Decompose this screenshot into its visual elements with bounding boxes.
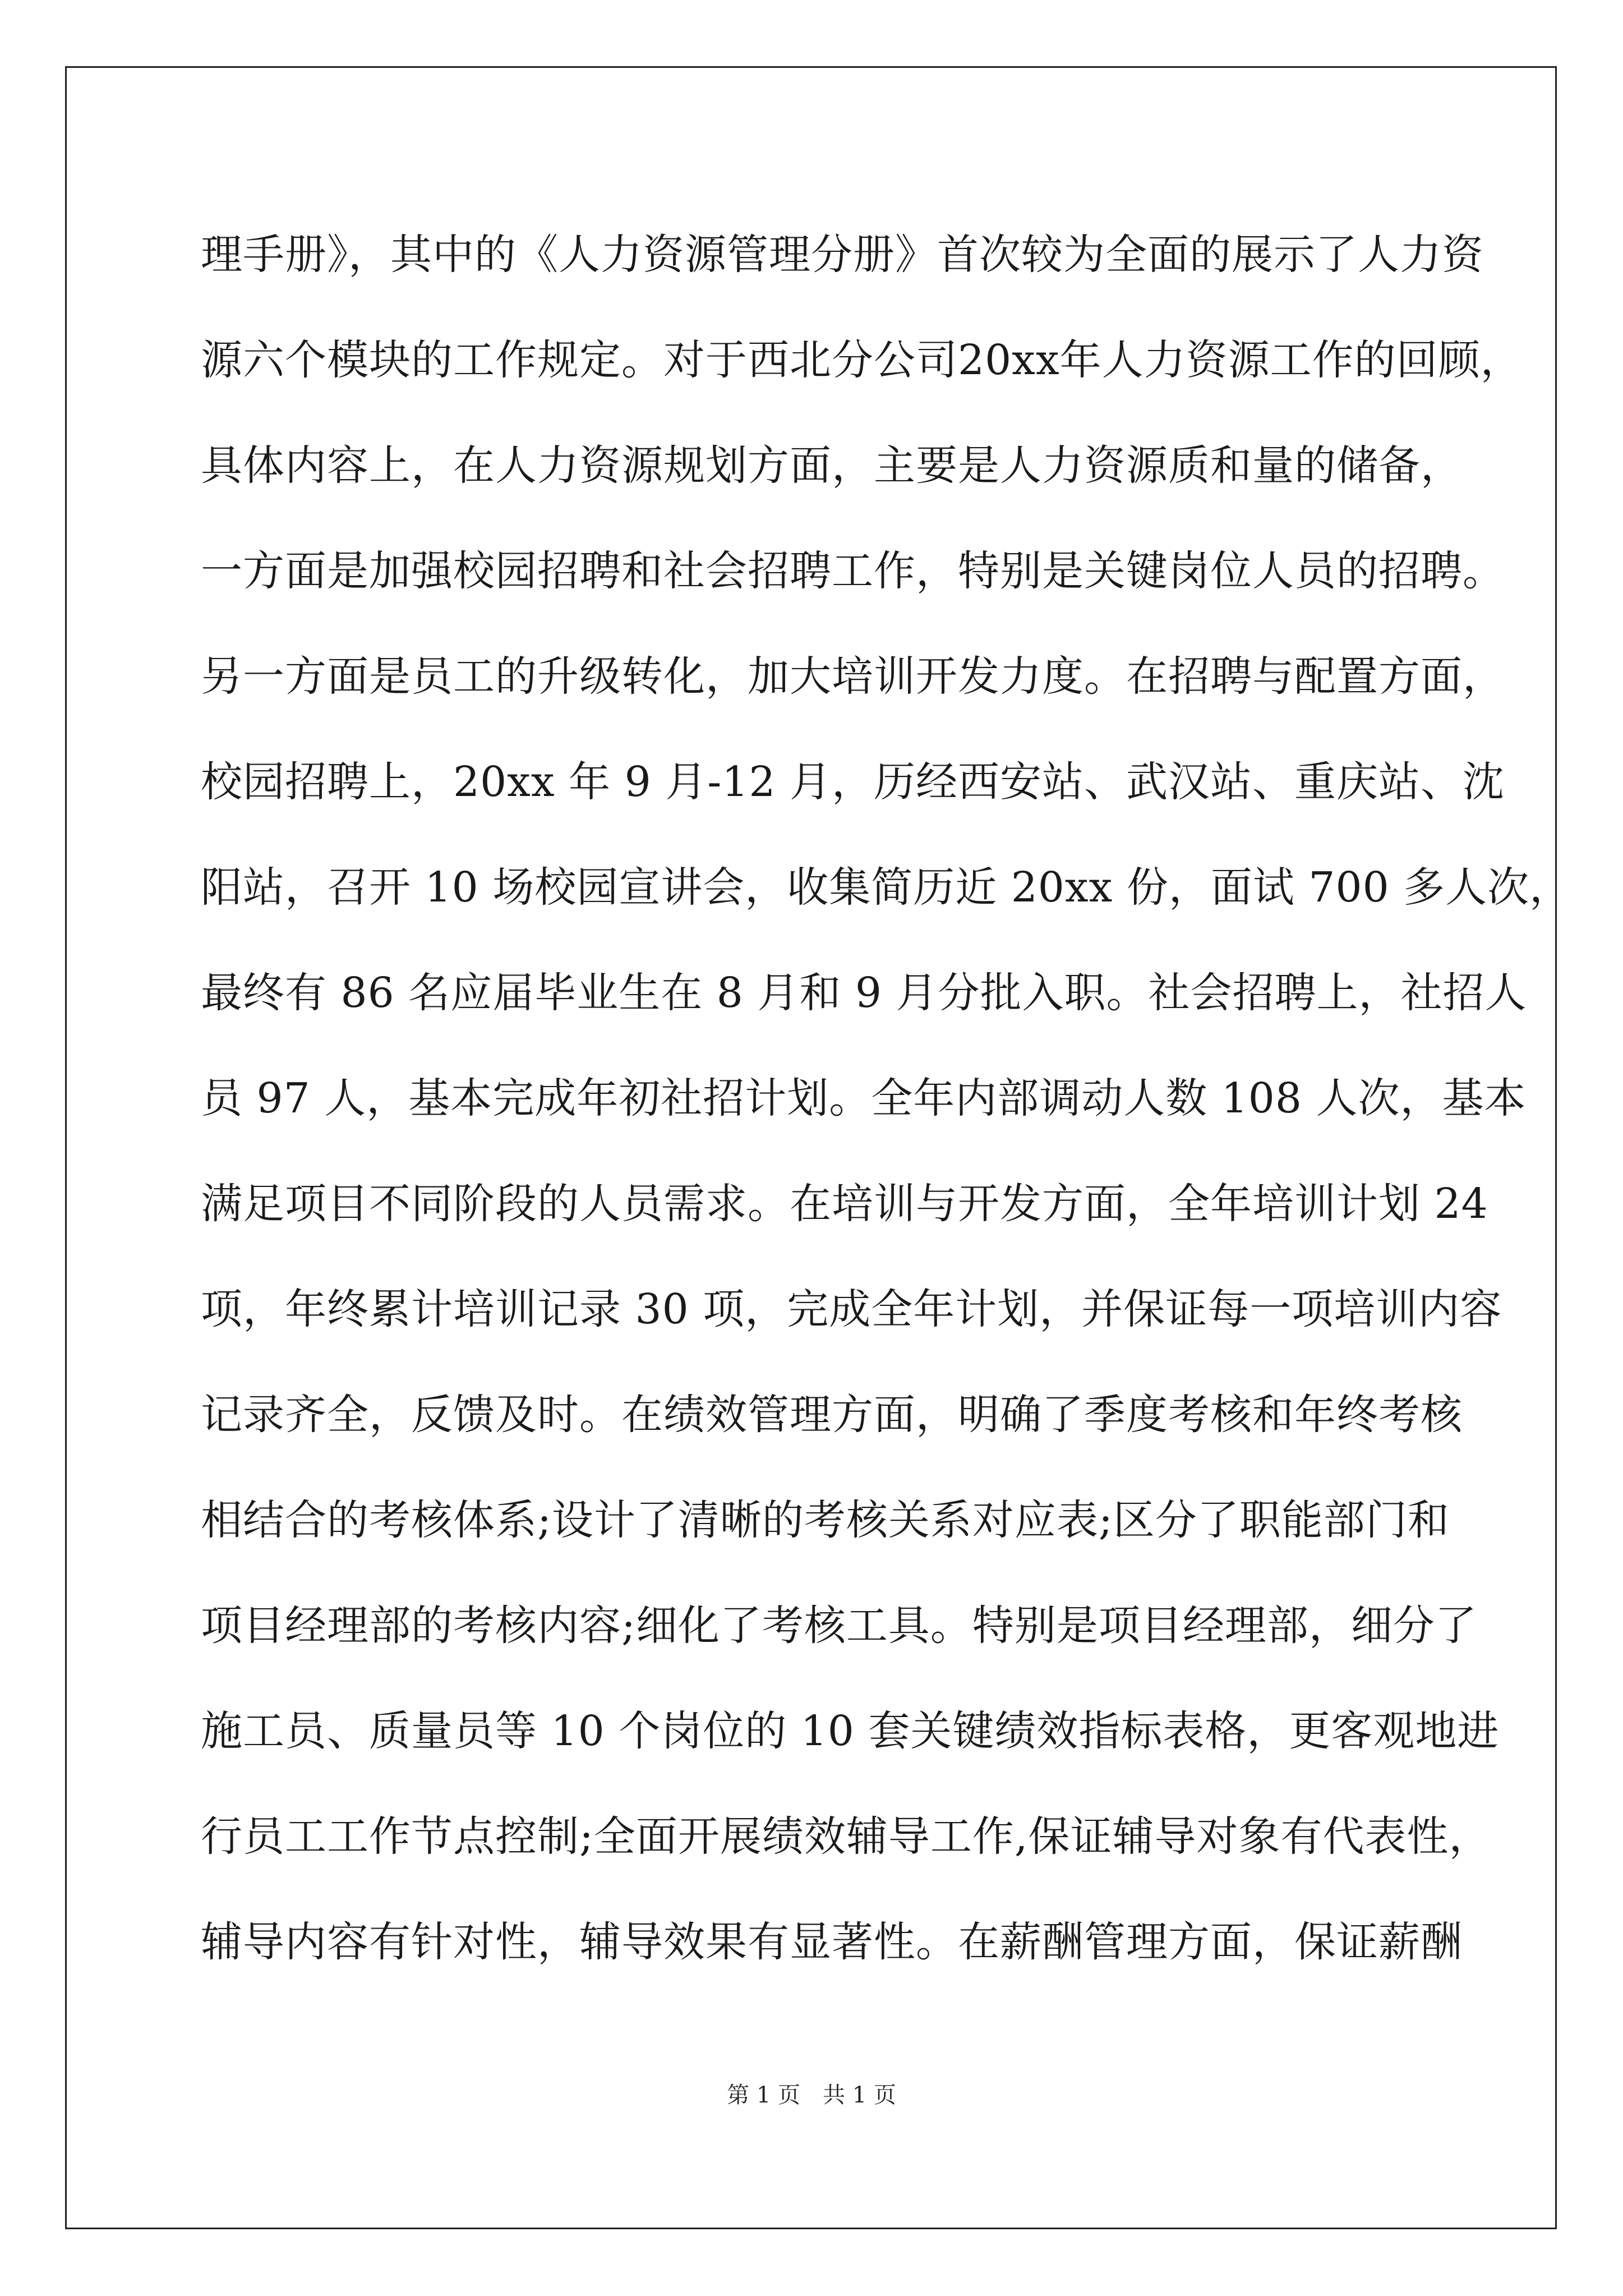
text-line: 辅导内容有针对性，辅导效果有显著性。在薪酬管理方面，保证薪酬 bbox=[201, 1918, 1463, 1966]
text-line: 项目经理部的考核内容;细化了考核工具。特别是项目经理部，细分了 bbox=[201, 1602, 1477, 1650]
text-line: 校园招聘上，20xx 年 9 月-12 月，历经西安站、武汉站、重庆站、沈 bbox=[201, 758, 1505, 806]
text-line: 项，年终累计培训记录 30 项，完成全年计划，并保证每一项培训内容 bbox=[201, 1285, 1502, 1333]
text-line: 满足项目不同阶段的人员需求。在培训与开发方面，全年培训计划 24 bbox=[201, 1180, 1488, 1228]
text-line: 具体内容上，在人力资源规划方面，主要是人力资源质和量的储备， bbox=[201, 441, 1463, 490]
text-line: 理手册》，其中的《人力资源管理分册》首次较为全面的展示了人力资 bbox=[201, 231, 1484, 279]
text-line: 行员工工作节点控制;全面开展绩效辅导工作,保证辅导对象有代表性， bbox=[201, 1812, 1491, 1861]
text-line: 阳站，召开 10 场校园宣讲会，收集简历近 20xx 份，面试 700 多人次， bbox=[201, 863, 1572, 912]
text-line: 最终有 86 名应届毕业生在 8 月和 9 月分批入职。社会招聘上，社招人 bbox=[201, 969, 1527, 1017]
document-body bbox=[201, 202, 1572, 1995]
text-line: 另一方面是员工的升级转化，加大培训开发力度。在招聘与配置方面， bbox=[201, 652, 1505, 701]
text-line: 员 97 人，基本完成年初社招计划。全年内部调动人数 108 人次，基本 bbox=[201, 1074, 1527, 1122]
page-number-footer: 第 1 页 共 1 页 bbox=[727, 2082, 896, 2108]
text-line: 施工员、质量员等 10 个岗位的 10 套关键绩效指标表格，更客观地进 bbox=[201, 1707, 1500, 1755]
text-line: 源六个模块的工作规定。对于西北分公司20xx年人力资源工作的回顾， bbox=[201, 336, 1523, 384]
text-line: 记录齐全，反馈及时。在绩效管理方面，明确了季度考核和年终考核 bbox=[201, 1391, 1463, 1439]
text-line: 相结合的考核体系;设计了清晰的考核关系对应表;区分了职能部门和 bbox=[201, 1496, 1450, 1544]
text-line: 一方面是加强校园招聘和社会招聘工作，特别是关键岗位人员的招聘。 bbox=[201, 547, 1505, 595]
